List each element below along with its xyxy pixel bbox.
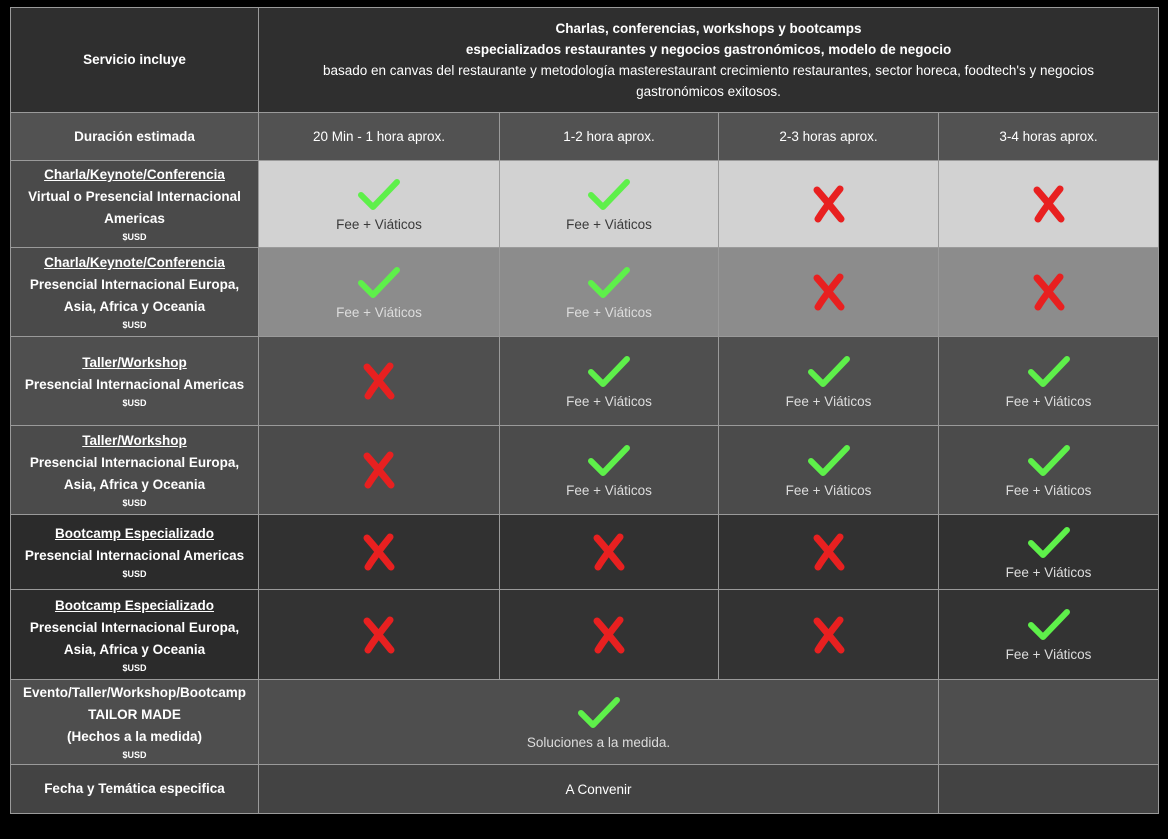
- empty-cell: [939, 765, 1159, 814]
- service-title: Charla/Keynote/Conferencia: [44, 167, 225, 182]
- check-icon: [807, 443, 851, 479]
- services-table: [10, 7, 1159, 814]
- availability-cell: [939, 337, 1159, 426]
- fee-text: Fee + Viáticos: [785, 393, 872, 409]
- fecha-label: Fecha y Temática especifica: [11, 765, 259, 814]
- service-subtitle: Virtual o Presencial Internacional: [28, 189, 241, 204]
- fee-text: Fee + Viáticos: [566, 304, 652, 320]
- availability-cell: [259, 590, 500, 680]
- cross-icon: [361, 616, 397, 654]
- service-row: [11, 161, 1159, 248]
- service-subtitle: Presencial Internacional Americas: [24, 548, 245, 563]
- availability-cell: [939, 161, 1159, 248]
- availability-cell: [259, 426, 500, 515]
- service-subtitle: Presencial Internacional Americas: [24, 377, 245, 392]
- cross-icon: [811, 616, 847, 654]
- tailor-made-label: Evento/Taller/Workshop/Bootcamp TAILOR MADE (Hechos a la medida) $USD: [11, 680, 259, 765]
- availability-cell: [719, 337, 939, 426]
- fee-text: Fee + Viáticos: [1005, 564, 1092, 580]
- fee-text: Fee + Viáticos: [336, 216, 422, 232]
- service-label: [11, 248, 259, 337]
- fecha-row: [11, 765, 1159, 814]
- fee-text: Fee + Viáticos: [336, 304, 422, 320]
- fee-text: Fee + Viáticos: [1005, 647, 1092, 662]
- currency-unit: $USD: [122, 569, 147, 579]
- service-title: Bootcamp Especializado: [54, 526, 215, 541]
- service-region: Asia, Africa y Oceania: [63, 299, 206, 314]
- service-title: Taller/Workshop: [82, 355, 187, 370]
- fee-text: Fee + Viáticos: [1005, 482, 1092, 498]
- duration-row: [11, 113, 1159, 161]
- service-region: Asia, Africa y Oceania: [63, 477, 206, 492]
- tailor-made-text: Soluciones a la medida.: [526, 734, 671, 750]
- service-row: [11, 426, 1159, 515]
- currency-unit: $USD: [122, 498, 147, 508]
- duration-col-3: 2-3 horas aprox.: [719, 113, 939, 161]
- service-label: [11, 515, 259, 590]
- availability-cell: [719, 515, 939, 590]
- service-title: Charla/Keynote/Conferencia: [44, 255, 225, 270]
- service-label: [11, 337, 259, 426]
- fee-text: Fee + Viáticos: [566, 482, 652, 498]
- duration-label: Duración estimada: [11, 113, 259, 161]
- cross-icon: [361, 451, 397, 489]
- availability-cell: [500, 248, 719, 337]
- availability-cell: [719, 248, 939, 337]
- check-icon: [357, 177, 401, 213]
- fee-text: Fee + Viáticos: [785, 482, 872, 498]
- check-icon: [587, 354, 631, 390]
- availability-cell: [939, 426, 1159, 515]
- availability-cell: [500, 515, 719, 590]
- service-includes-label: Servicio incluye: [11, 8, 259, 113]
- availability-cell: [259, 337, 500, 426]
- currency-unit: $USD: [122, 320, 147, 330]
- availability-cell: [939, 590, 1159, 680]
- service-subtitle: Presencial Internacional Europa,: [29, 619, 240, 635]
- service-subtitle: Presencial Internacional Europa,: [29, 455, 240, 470]
- header-row: [11, 8, 1159, 113]
- service-row: [11, 337, 1159, 426]
- currency-unit: $USD: [122, 232, 147, 242]
- duration-col-2: 1-2 hora aprox.: [500, 113, 719, 161]
- fee-text: Fee + Viáticos: [566, 216, 652, 232]
- cross-icon: [591, 533, 627, 571]
- availability-cell: [259, 248, 500, 337]
- tailor-made-row: [11, 680, 1159, 765]
- check-icon: [1027, 443, 1071, 479]
- availability-cell: [719, 426, 939, 515]
- service-row: [11, 248, 1159, 337]
- availability-cell: [500, 426, 719, 515]
- check-icon: [357, 265, 401, 301]
- duration-col-4: 3-4 horas aprox.: [939, 113, 1159, 161]
- availability-cell: [259, 515, 500, 590]
- cross-icon: [811, 185, 847, 223]
- fee-text: Fee + Viáticos: [566, 393, 652, 409]
- availability-cell: [500, 337, 719, 426]
- service-title: Taller/Workshop: [82, 433, 187, 448]
- empty-cell: [939, 680, 1159, 765]
- cross-icon: [811, 273, 847, 311]
- service-region: Americas: [104, 211, 165, 226]
- cross-icon: [361, 362, 397, 400]
- fecha-value: A Convenir: [259, 765, 939, 814]
- service-title: Bootcamp Especializado: [54, 597, 215, 613]
- check-icon: [1027, 525, 1071, 561]
- currency-unit: $USD: [122, 398, 147, 408]
- availability-cell: [939, 248, 1159, 337]
- check-icon: [587, 443, 631, 479]
- cross-icon: [1031, 273, 1067, 311]
- check-icon: [587, 265, 631, 301]
- service-subtitle: Presencial Internacional Europa,: [29, 277, 240, 292]
- service-label: [11, 161, 259, 248]
- check-icon: [1027, 354, 1071, 390]
- check-icon: [807, 354, 851, 390]
- availability-cell: [259, 161, 500, 248]
- availability-cell: [719, 590, 939, 680]
- check-icon: [587, 177, 631, 213]
- service-label: [11, 426, 259, 515]
- cross-icon: [361, 533, 397, 571]
- availability-cell: [719, 161, 939, 248]
- table-title: Charlas, conferencias, workshops y bootcamps especializados restaurantes y negocios gastronómicos, modelo de negocio basado en canvas del restaurante y metodología masterestaurant crecimiento restaurantes, sector horeca, foodtech's y negocios gastronómicos exitosos.: [259, 8, 1159, 113]
- cross-icon: [1031, 185, 1067, 223]
- availability-cell: [939, 515, 1159, 590]
- tailor-made-cell: [259, 680, 939, 765]
- pricing-table-frame: [10, 7, 1158, 829]
- availability-cell: [500, 590, 719, 680]
- service-row: [11, 515, 1159, 590]
- check-icon: [1027, 607, 1071, 643]
- service-row: [11, 590, 1159, 680]
- check-icon: [577, 695, 621, 731]
- duration-col-1: 20 Min - 1 hora aprox.: [259, 113, 500, 161]
- cross-icon: [811, 533, 847, 571]
- fee-text: Fee + Viáticos: [1005, 393, 1092, 409]
- currency-unit: $USD: [122, 662, 147, 673]
- availability-cell: [500, 161, 719, 248]
- service-label: [11, 590, 259, 680]
- service-region: Asia, Africa y Oceania: [63, 641, 206, 657]
- cross-icon: [591, 616, 627, 654]
